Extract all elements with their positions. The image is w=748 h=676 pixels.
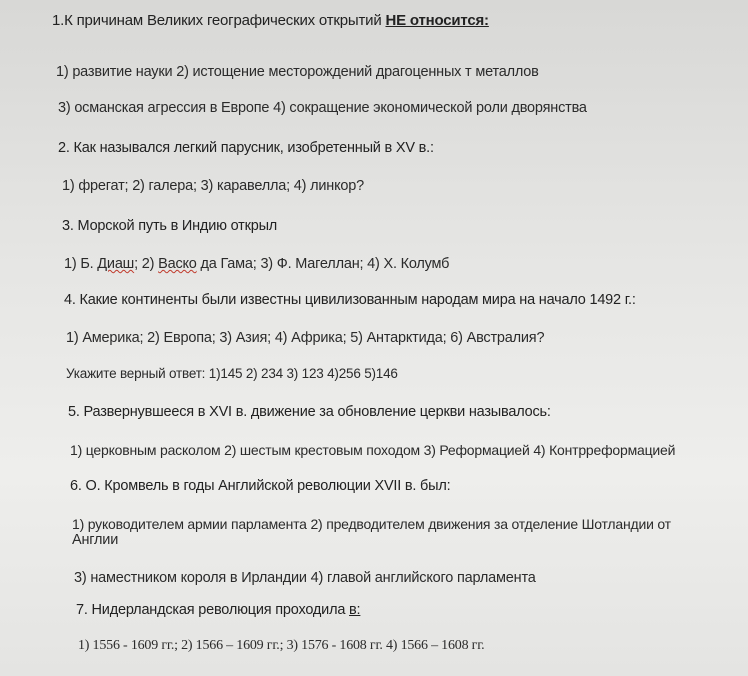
question-7-emphasis: в: (349, 602, 361, 618)
question-4: 4. Какие континенты были известны цивилизованным народам мира на начало 1492 г.: (64, 292, 636, 308)
answer-1a: 1) развитие науки 2) истощение месторождений драгоценных т металлов (56, 64, 539, 80)
answer-7: 1) 1556 - 1609 гг.; 2) 1566 – 1609 гг.; 3) 1576 - 1608 гг. 4) 1566 – 1608 гг. (78, 638, 485, 653)
question-6: 6. О. Кромвель в годы Английской революции XVII в. был: (70, 478, 451, 494)
answer-3 (64, 256, 449, 272)
answer-1b: 3) османская агрессия в Европе 4) сокращение экономической роли дворянства (58, 100, 587, 116)
answer-3-part-2: ; 2) (134, 256, 159, 272)
question-1-text: 1.К причинам Великих географических открытий (52, 12, 386, 29)
answer-6a: 1) руководителем армии парламента 2) предводителем движения за отделение Шотландии от (72, 516, 671, 532)
answer-3-part-3: да Гама; 3) Ф. Магеллан; 4) Х. Колумб (196, 256, 450, 272)
answer-6b: 3) наместником короля в Ирландии 4) главой английского парламента (74, 570, 536, 586)
question-7-text: 7. Нидерландская революция проходила (76, 602, 350, 618)
answer-3-part-1: 1) Б. (64, 256, 98, 272)
question-2: 2. Как назывался легкий парусник, изобретенный в XV в.: (58, 140, 434, 156)
answer-6a-cont: Англии (72, 532, 119, 548)
question-3: 3. Морской путь в Индию открыл (62, 218, 278, 234)
answer-2: 1) фрегат; 2) галера; 3) каравелла; 4) линкор? (62, 178, 364, 194)
answer-3-word-diash: Диаш (97, 256, 135, 272)
answer-3-word-vasko: Васко (158, 256, 197, 272)
question-7 (76, 602, 360, 618)
question-1-emphasis: НЕ относится: (385, 12, 489, 29)
question-5: 5. Развернувшееся в XVI в. движение за обновление церкви называлось: (68, 404, 551, 420)
question-1 (52, 12, 489, 29)
answer-4: 1) Америка; 2) Европа; 3) Азия; 4) Африка; 5) Антарктида; 6) Австралия? (66, 330, 545, 346)
answer-5: 1) церковным расколом 2) шестым крестовым походом 3) Реформацией 4) Контрреформацией (70, 442, 676, 458)
answer-4-choice: Укажите верный ответ: 1)145 2) 234 3) 123 4)256 5)146 (66, 366, 398, 381)
